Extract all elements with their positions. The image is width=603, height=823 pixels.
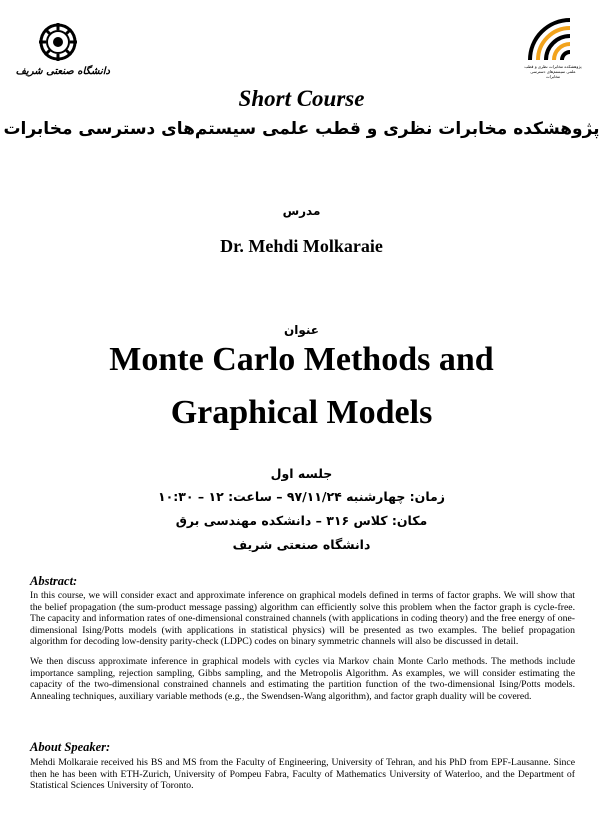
abstract-paragraph-2: We then discuss approximate inference in graphical models with cycles via Markov chain Monte Carlo methods. The methods include importance sampling, rejection sampling, Gibbs sampling, and the Metropolis Algorithm. As examples, we will consider estimating the capacity of the two-dimensional constrained channels and estimating the partition function of the two-dimensional Ising/Potts models. Annealing techniques, auxiliary variable methods (e.g., the Swendsen-Wang algorithm), and factor graph duality will be covered. [30, 655, 575, 702]
university-logo-text: دانشگاه صنعتی شریف [15, 66, 110, 77]
speaker-bio-text: Mehdi Molkaraie received his BS and MS from the Faculty of Engineering, University of Tehran, and his PhD from EPF-Lausanne. Since then he has been with ETH-Zurich, University of Pompeu Fabra, Faculty of Mathematics University of Waterloo, and the Department of Statistical Sciences University of Toronto. [30, 757, 575, 792]
session-label: جلسه اول [270, 466, 333, 481]
institute-logo [524, 16, 582, 78]
university-logo [15, 22, 110, 82]
talk-title-line2: Graphical Models [170, 394, 433, 431]
course-type: Short Course [238, 86, 365, 111]
session-place: مکان: کلاس ۳۱۶ – دانشکده مهندسی برق [175, 513, 428, 528]
university-emblem-icon [38, 22, 110, 66]
instructor-name: Dr. Mehdi Molkaraie [220, 236, 383, 256]
session-university: دانشگاه صنعتی شریف [232, 537, 371, 552]
talk-title-line1: Monte Carlo Methods and [109, 341, 494, 378]
persian-title: پژوهشکده مخابرات نظری و قطب علمی سیستم‌های دسترسی مخابرات [3, 119, 600, 139]
session-time: زمان: چهارشنبه ۹۷/۱۱/۲۴ – ساعت: ۱۲ – ۱۰:۳۰ [158, 489, 445, 504]
instructor-label: مدرس [282, 204, 321, 218]
speaker-bio [30, 757, 575, 792]
institute-logo-text: پژوهشکده مخابرات نظری و قطب علمی سیستم‌های دسترسی مخابرات [524, 64, 582, 79]
institute-emblem-icon [524, 16, 582, 62]
abstract-body [30, 590, 575, 702]
talk-title [0, 338, 603, 435]
abstract-paragraph-1: In this course, we will consider exact and approximate inference on graphical models defined in terms of factor graphs. We will show that the belief propagation (the sum-product message passing) algorithm can efficiently solve this problem when the factor graph is cycle-free. The capacity and information rates of one-dimensional constrained channels (with applications in coding theory) and the free energy of one-dimensional Ising/Potts models (with applications in statistical physics) will be presented as two examples. The belief propagation algorithm for decoding low-density parity-check (LDPC) codes on binary symmetric channels will also be discussed in detail. [30, 590, 575, 648]
speaker-heading: About Speaker: [30, 740, 111, 754]
title-label: عنوان [284, 323, 319, 337]
abstract-heading: Abstract: [30, 574, 78, 588]
